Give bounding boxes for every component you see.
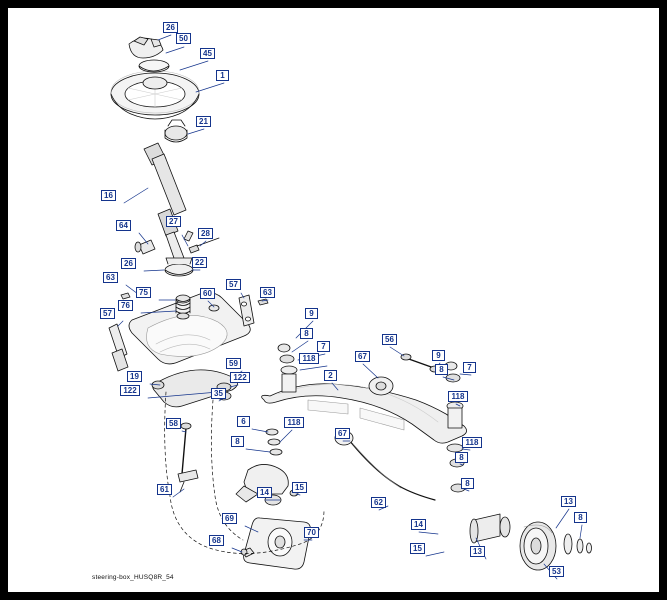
callout-19[interactable]: 19 [127, 371, 142, 382]
callout-9[interactable]: 9 [305, 308, 318, 319]
callout-122[interactable]: 122 [230, 372, 250, 383]
callout-118[interactable]: 118 [462, 437, 482, 448]
callout-57[interactable]: 57 [100, 308, 115, 319]
callout-50[interactable]: 50 [176, 33, 191, 44]
callout-28[interactable]: 28 [198, 228, 213, 239]
callout-68[interactable]: 68 [209, 535, 224, 546]
callout-69[interactable]: 69 [222, 513, 237, 524]
steering-wheel-group [111, 37, 199, 142]
parts-diagram-canvas [8, 8, 659, 592]
callout-35[interactable]: 35 [211, 388, 226, 399]
callout-2[interactable]: 2 [324, 370, 337, 381]
callout-118[interactable]: 118 [299, 353, 319, 364]
callout-67[interactable]: 67 [335, 428, 350, 439]
callout-118[interactable]: 118 [448, 391, 468, 402]
callout-75[interactable]: 75 [136, 287, 151, 298]
callout-58[interactable]: 58 [166, 418, 181, 429]
callout-70[interactable]: 70 [304, 527, 319, 538]
callout-8[interactable]: 8 [574, 512, 587, 523]
callout-16[interactable]: 16 [101, 190, 116, 201]
front-axle-group [236, 344, 467, 505]
callout-22[interactable]: 22 [192, 257, 207, 268]
callout-63[interactable]: 63 [260, 287, 275, 298]
callout-26[interactable]: 26 [163, 22, 178, 33]
callout-14[interactable]: 14 [411, 519, 426, 530]
callout-1[interactable]: 1 [216, 70, 229, 81]
callout-27[interactable]: 27 [166, 216, 181, 227]
callout-64[interactable]: 64 [116, 220, 131, 231]
callout-57[interactable]: 57 [226, 279, 241, 290]
callout-15[interactable]: 15 [292, 482, 307, 493]
callout-26[interactable]: 26 [121, 258, 136, 269]
callout-59[interactable]: 59 [226, 358, 241, 369]
callout-9[interactable]: 9 [432, 350, 445, 361]
callout-61[interactable]: 61 [157, 484, 172, 495]
callout-14[interactable]: 14 [257, 487, 272, 498]
callout-21[interactable]: 21 [196, 116, 211, 127]
callout-8[interactable]: 8 [461, 478, 474, 489]
callout-56[interactable]: 56 [382, 334, 397, 345]
bracket-plate-group [241, 518, 310, 569]
callout-13[interactable]: 13 [561, 496, 576, 507]
callout-7[interactable]: 7 [463, 362, 476, 373]
callout-8[interactable]: 8 [300, 328, 313, 339]
callout-76[interactable]: 76 [118, 300, 133, 311]
callout-60[interactable]: 60 [200, 288, 215, 299]
callout-8[interactable]: 8 [435, 364, 448, 375]
callout-62[interactable]: 62 [371, 497, 386, 508]
callout-53[interactable]: 53 [549, 566, 564, 577]
callout-67[interactable]: 67 [355, 351, 370, 362]
diagram-caption: steering-box_HUSQ8R_54 [92, 574, 174, 581]
drag-link-group [178, 423, 198, 492]
callout-118[interactable]: 118 [284, 417, 304, 428]
callout-7[interactable]: 7 [317, 341, 330, 352]
callout-122[interactable]: 122 [120, 385, 140, 396]
callout-6[interactable]: 6 [237, 416, 250, 427]
callout-8[interactable]: 8 [231, 436, 244, 447]
callout-13[interactable]: 13 [470, 546, 485, 557]
callout-45[interactable]: 45 [200, 48, 215, 59]
callout-8[interactable]: 8 [455, 452, 468, 463]
callout-15[interactable]: 15 [410, 543, 425, 554]
callout-63[interactable]: 63 [103, 272, 118, 283]
